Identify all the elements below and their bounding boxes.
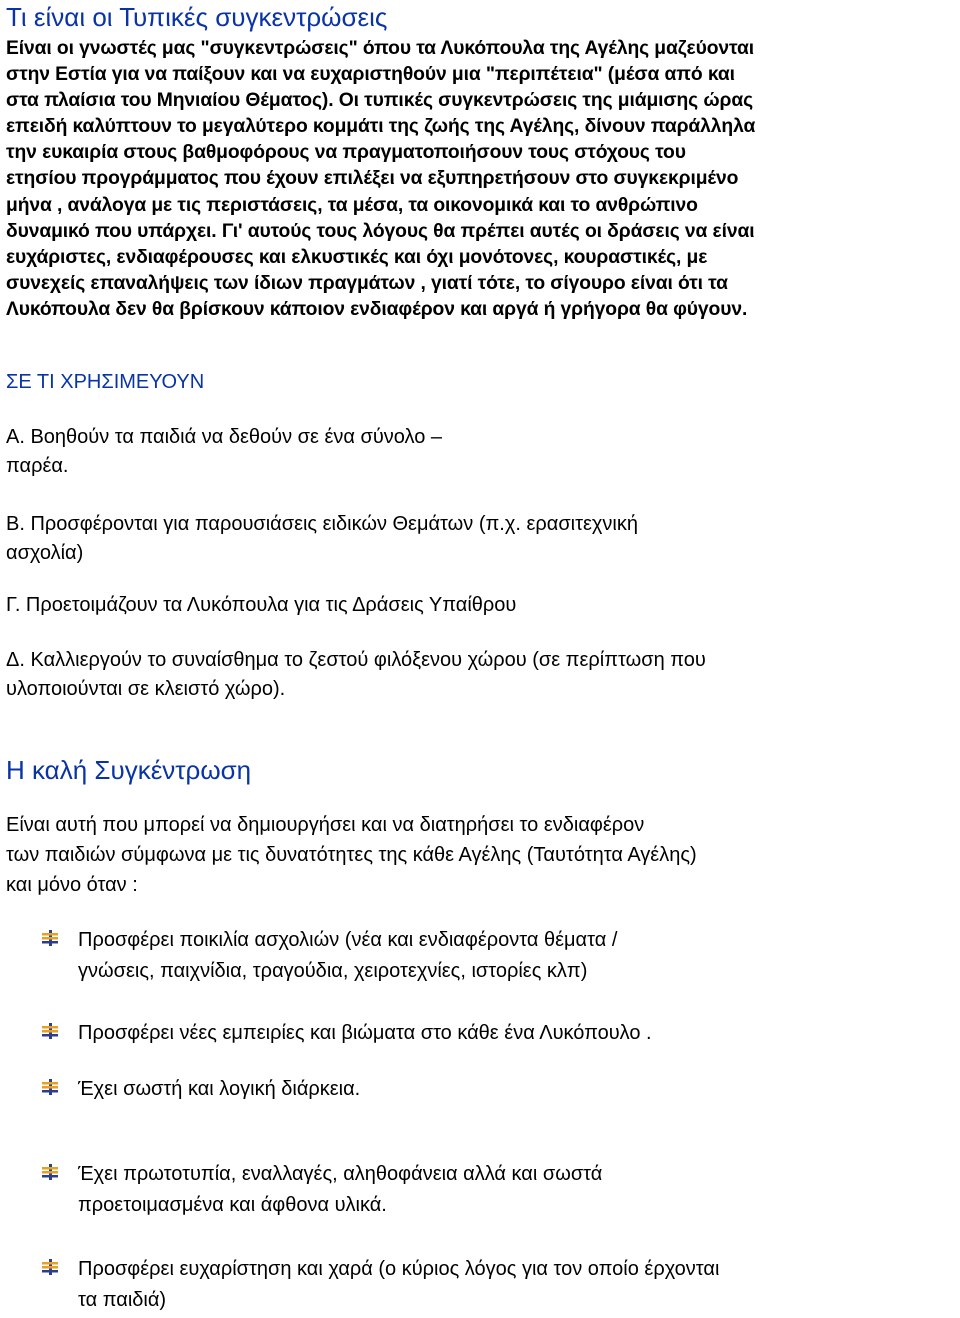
list-item-text: Προσφέρει ποικιλία ασχολιών (νέα και ενδιαφέροντα θέματα / γνώσεις, παιχνίδια, τραγούδια, χειροτεχνίες, ιστορίες κλπ) — [78, 929, 618, 982]
list-item-text: Προσφέρει νέες εμπειρίες και βιώματα στο κάθε ένα Λυκόπουλο . — [78, 1022, 652, 1044]
page-title: Τι είναι οι Τυπικές συγκεντρώσεις — [6, 2, 388, 32]
list-item-text: Έχει πρωτοτυπία, εναλλαγές, αληθοφάνεια αλλά και σωστά προετοιμασμένα και άφθονα υλικά. — [78, 1163, 603, 1216]
list-item-text: Προσφέρει ευχαρίστηση και χαρά (ο κύριος λόγος για τον οποίο έρχονται τα παιδιά) — [78, 1258, 720, 1311]
good-gathering-heading: Η καλή Συγκέντρωση — [6, 755, 252, 785]
list-item-text: Έχει σωστή και λογική διάρκεια. — [78, 1078, 361, 1100]
uses-item-a: Α. Βοηθούν τα παιδιά να δεθούν σε ένα σύνολο – παρέα. — [6, 426, 443, 477]
stacked-lines-bullet-icon — [40, 1079, 60, 1095]
stacked-lines-bullet-icon — [40, 1164, 60, 1180]
stacked-lines-bullet-icon — [40, 1259, 60, 1275]
uses-heading: ΣΕ ΤΙ ΧΡΗΣΙΜΕΥΟΥΝ — [6, 371, 205, 393]
good-gathering-intro: Είναι αυτή που μπορεί να δημιουργήσει και να διατηρήσει το ενδιαφέρον των παιδιών σύμφωνα με τις δυνατότητες της κάθε Αγέλης (Ταυτότητα Αγέλης) και μόνο όταν : — [6, 814, 697, 896]
intro-paragraph: Είναι οι γνωστές μας "συγκεντρώσεις" όπου τα Λυκόπουλα της Αγέλης μαζεύονται στην Εστία για να παίξουν και να ευχαριστηθούν μια "περιπέτεια" (μέσα από και στα πλαίσια του Μηνιαίου Θέματος). Οι τυπικές συγκεντρώσεις της μιάμισης ώρας επειδή καλύπτουν το μεγαλύτερο κομμάτι της ζωής της Αγέλης, δίνουν παράλληλα την ευκαιρία στους βαθμοφόρους να πραγματοποιήσουν τους στόχους του ετησίου προγράμματος που έχουν επιλέξει να εξυπηρετήσουν στο συγκεκριμένο μήνα , ανάλογα με τις περιστάσεις, τα μέσα, τα οικονομικά και το ανθρώπινο δυναμικό που υπάρχει. Γι' αυτούς τους λόγους θα πρέπει αυτές οι δράσεις να είναι ευχάριστες, ενδιαφέρουσες και ελκυστικές και όχι μονότονες, κουραστικές, με συνεχείς επαναλήψεις των ίδιων πραγμάτων , γιατί τότε, το σίγουρο είναι ότι τα Λυκόπουλα δεν θα βρίσκουν κάποιον ενδιαφέρον και αργά ή γρήγορα θα φύγουν. — [6, 38, 756, 320]
uses-item-d: Δ. Καλλιεργούν το συναίσθημα το ζεστού φιλόξενου χώρου (σε περίπτωση που υλοποιούνται σε κλειστό χώρο). — [6, 649, 706, 700]
uses-item-b: Β. Προσφέρονται για παρουσιάσεις ειδικών Θεμάτων (π.χ. ερασιτεχνική ασχολία) — [6, 513, 638, 564]
uses-item-c: Γ. Προετοιμάζουν τα Λυκόπουλα για τις Δράσεις Υπαίθρου — [6, 594, 517, 616]
stacked-lines-bullet-icon — [40, 930, 60, 946]
stacked-lines-bullet-icon — [40, 1023, 60, 1039]
